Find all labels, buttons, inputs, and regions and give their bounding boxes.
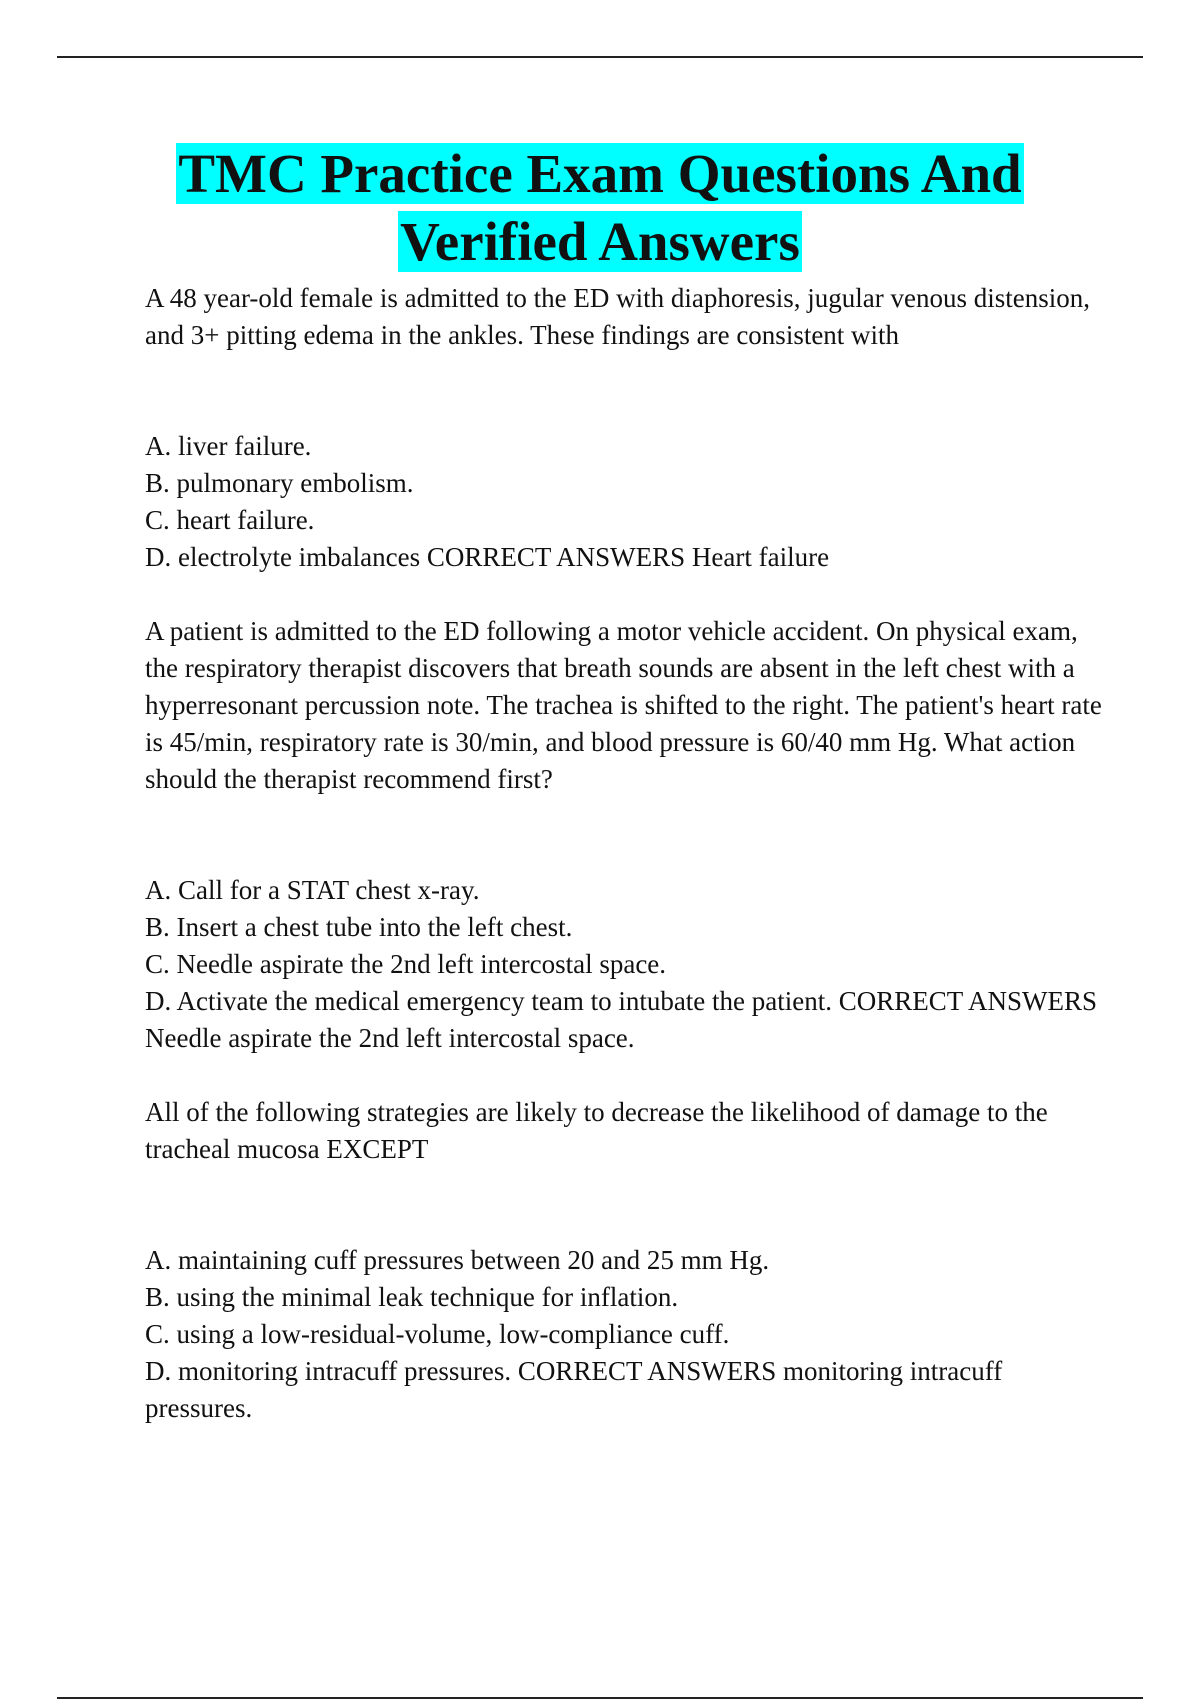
answer-options bbox=[145, 1242, 1105, 1427]
option-c: C. Needle aspirate the 2nd left intercostal space. bbox=[145, 949, 667, 979]
option-c: C. using a low-residual-volume, low-compliance cuff. bbox=[145, 1319, 730, 1349]
title-line-2: Verified Answers bbox=[400, 211, 800, 272]
answer-options bbox=[145, 428, 1105, 576]
option-a: A. liver failure. bbox=[145, 431, 312, 461]
option-d-with-answer: D. monitoring intracuff pressures. CORRECT ANSWERS monitoring intracuff pressures. bbox=[145, 1356, 1003, 1423]
title-line-1: TMC Practice Exam Questions And bbox=[178, 143, 1022, 204]
question-2 bbox=[145, 613, 1105, 1057]
option-a: A. maintaining cuff pressures between 20 and 25 mm Hg. bbox=[145, 1245, 770, 1275]
option-b: B. using the minimal leak technique for inflation. bbox=[145, 1282, 679, 1312]
option-a: A. Call for a STAT chest x-ray. bbox=[145, 875, 480, 905]
question-text: A patient is admitted to the ED following a motor vehicle accident. On physical exam, the respiratory therapist discovers that breath sounds are absent in the left chest with a hyperresonant percussion note. The trachea is shifted to the right. The patient's heart rate is 45/min, respiratory rate is 30/min, and blood pressure is 60/40 mm Hg. What action should the therapist recommend first? bbox=[145, 616, 1102, 794]
questions-body bbox=[145, 280, 1105, 1427]
option-b: B. pulmonary embolism. bbox=[145, 468, 414, 498]
option-b: B. Insert a chest tube into the left chest. bbox=[145, 912, 573, 942]
top-rule bbox=[57, 56, 1143, 58]
question-text: All of the following strategies are likely to decrease the likelihood of damage to the tracheal mucosa EXCEPT bbox=[145, 1097, 1048, 1164]
bottom-rule bbox=[57, 1697, 1143, 1699]
document-title bbox=[0, 140, 1200, 276]
question-3 bbox=[145, 1094, 1105, 1427]
question-text: A 48 year-old female is admitted to the ED with diaphoresis, jugular venous distension, and 3+ pitting edema in the ankles. These findings are consistent with bbox=[145, 283, 1091, 350]
option-d-with-answer: D. Activate the medical emergency team to intubate the patient. CORRECT ANSWERS Needle aspirate the 2nd left intercostal space. bbox=[145, 986, 1098, 1053]
answer-options bbox=[145, 872, 1105, 1057]
option-c: C. heart failure. bbox=[145, 505, 315, 535]
question-1 bbox=[145, 280, 1105, 576]
option-d-with-answer: D. electrolyte imbalances CORRECT ANSWERS Heart failure bbox=[145, 542, 830, 572]
